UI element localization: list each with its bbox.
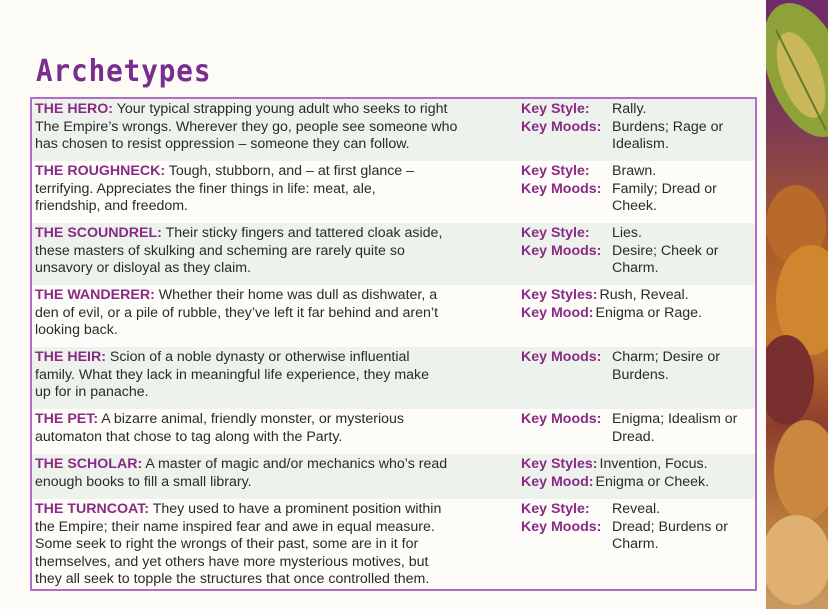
key-label: Key Moods: [521,118,602,135]
description-text: the Empire; their name inspired fear and awe in equal measure. [35,518,435,535]
key-value-line: Lies. [612,225,642,241]
description-line [35,198,515,216]
description-text: friendship, and freedom. [35,198,189,215]
description-line [35,305,515,323]
description-text: family. What they lack in meaningful life experience, they make [35,366,430,383]
description-text: terrifying. Appreciates the finer things in life: meat, ale, [35,180,376,197]
description-line [35,243,515,261]
description-text: Tough, stubborn, and – at first glance – [165,163,415,179]
archetype-description [35,411,515,446]
description-text: Whether their home was dull as dishwater, a [154,287,438,303]
description-text: They used to have a prominent position within [149,501,442,517]
key-value [612,101,757,119]
key-attributes [521,501,759,554]
key-label: Key Mood: [521,304,594,321]
description-line [35,501,515,519]
key-value-line: Dread; Burdens or [612,518,728,535]
description-text: looking back. [35,322,118,339]
description-text: Some seek to right the wrongs of their past, some are in it for [35,536,419,553]
key-attributes [521,456,759,491]
key-label: Key Styles: [521,456,598,472]
key-value [612,411,757,446]
archetype-row-the-scholar [32,454,755,499]
archetype-row-the-pet [32,409,755,454]
key-line [521,456,759,474]
key-value [612,225,757,243]
description-line [35,519,515,537]
key-value [612,119,757,154]
description-text: automaton that chose to tag along with the Party. [35,428,343,445]
key-value [612,243,757,278]
key-line [521,287,759,305]
key-line [521,119,759,154]
archetype-description [35,225,515,278]
key-line [521,474,759,492]
description-line [35,287,515,305]
description-line [35,571,515,589]
key-attributes [521,101,759,154]
archetype-name: THE SCOUNDREL: [35,225,162,241]
key-value-line: Desire; Cheek or [612,242,719,259]
page-title: Archetypes [36,54,212,89]
description-line [35,225,515,243]
key-value-line: Brawn. [612,163,657,179]
description-text: enough books to fill a small library. [35,473,252,490]
key-value-line: Cheek. [612,198,657,215]
description-line [35,163,515,181]
description-text: Their sticky fingers and tattered cloak aside, [161,225,443,241]
archetype-row-the-scoundrel [32,223,755,285]
archetype-row-the-hero [32,99,755,161]
description-line [35,260,515,278]
key-value-line: Burdens; Rage or [612,118,724,135]
description-text: unsavory or disloyal as they claim. [35,260,252,277]
key-value [612,519,757,554]
archetype-name: THE HERO: [35,101,114,117]
key-label: Key Moods: [521,518,602,535]
description-text: den of evil, or a pile of rubble, they’ve left it far behind and aren’t [35,304,439,321]
key-label: Key Moods: [521,411,602,427]
leaves-illustration [766,0,828,609]
key-line [521,163,759,181]
key-value-line: Dread. [612,428,655,445]
key-line [521,519,759,554]
description-line [35,119,515,137]
archetype-row-the-heir [32,347,755,409]
archetype-description [35,349,515,402]
archetype-row-the-turncoat [32,499,755,591]
description-line [35,474,515,492]
key-value: Enigma or Cheek. [595,473,710,490]
key-attributes [521,349,759,384]
description-text: themselves, and yet others have more mysterious motives, but [35,553,429,570]
key-line [521,501,759,519]
key-value [612,163,757,181]
description-text: they all seek to topple the structures that once controlled them. [35,571,430,588]
description-line [35,411,515,429]
key-value-line: Enigma; Idealism or [612,411,738,427]
key-value-line: Rally. [612,101,647,117]
key-label: Key Moods: [521,242,602,259]
description-text: A bizarre animal, friendly monster, or mysterious [98,411,404,427]
archetype-name: THE WANDERER: [35,287,155,303]
key-value-line: Charm. [612,260,659,277]
key-value: Rush, Reveal. [599,287,689,303]
key-label: Key Style: [521,101,590,117]
description-line [35,136,515,154]
archetype-description [35,501,515,589]
key-label: Key Styles: [521,287,598,303]
key-value [612,181,757,216]
description-line [35,322,515,340]
description-text: Your typical strapping young adult who seeks to right [113,101,448,117]
description-line [35,101,515,119]
key-label: Key Mood: [521,473,594,490]
key-line [521,305,759,323]
key-line [521,349,759,384]
key-line [521,225,759,243]
key-line [521,181,759,216]
archetype-name: THE SCHOLAR: [35,456,143,472]
key-label: Key Moods: [521,349,602,365]
key-value [612,501,757,519]
key-value [612,349,757,384]
description-line [35,456,515,474]
description-text: up for in panache. [35,384,149,401]
key-line [521,243,759,278]
key-value-line: Charm. [612,536,659,553]
key-label: Key Moods: [521,180,602,197]
key-attributes [521,411,759,446]
archetypes-table [30,97,757,591]
description-text: these masters of skulking and scheming are rarely quite so [35,242,405,259]
key-label: Key Style: [521,163,590,179]
description-text: has chosen to resist oppression – someone they can follow. [35,136,410,153]
key-value-line: Idealism. [612,136,669,153]
archetype-name: THE ROUGHNECK: [35,163,166,179]
archetype-description [35,456,515,491]
description-line [35,349,515,367]
archetype-row-the-roughneck [32,161,755,223]
description-line [35,384,515,402]
archetype-name: THE PET: [35,411,99,427]
key-value-line: Reveal. [612,501,661,517]
key-attributes [521,163,759,216]
key-label: Key Style: [521,501,590,517]
key-value-line: Burdens. [612,366,669,383]
key-line [521,101,759,119]
archetype-description [35,101,515,154]
description-line [35,536,515,554]
key-attributes [521,225,759,278]
description-text: Scion of a noble dynasty or otherwise influential [105,349,410,365]
archetype-description [35,163,515,216]
key-line [521,411,759,446]
key-value-line: Charm; Desire or [612,349,721,365]
key-value: Enigma or Rage. [595,304,702,321]
description-line [35,367,515,385]
archetype-description [35,287,515,340]
key-value: Invention, Focus. [599,456,708,472]
key-attributes [521,287,759,322]
archetype-name: THE TURNCOAT: [35,501,150,517]
description-line [35,181,515,199]
key-label: Key Style: [521,225,590,241]
key-value-line: Family; Dread or [612,180,717,197]
description-line [35,429,515,447]
description-text: The Empire’s wrongs. Wherever they go, people see someone who [35,118,458,135]
archetype-name: THE HEIR: [35,349,106,365]
description-text: A master of magic and/or mechanics who’s read [142,456,448,472]
description-line [35,554,515,572]
archetype-row-the-wanderer [32,285,755,347]
